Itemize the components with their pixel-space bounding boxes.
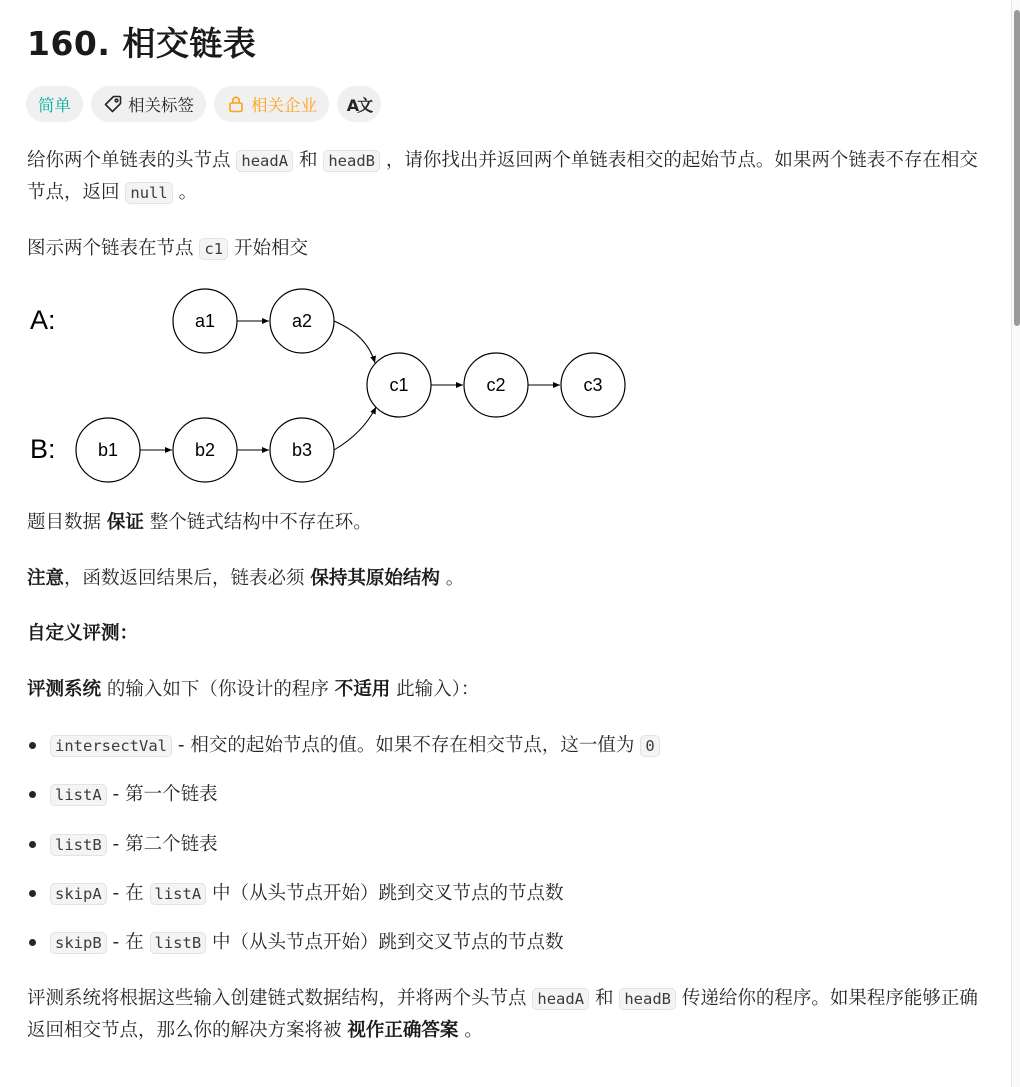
code-null: null bbox=[125, 182, 172, 204]
edge-b3-c1 bbox=[334, 407, 376, 450]
edge-a2-c1 bbox=[334, 321, 375, 363]
list-item: listB - 第二个链表 bbox=[27, 827, 660, 876]
translate-button[interactable] bbox=[337, 86, 381, 122]
judge-input-list bbox=[27, 728, 660, 974]
code-headA: headA bbox=[236, 150, 293, 172]
related-companies-button[interactable] bbox=[214, 86, 329, 122]
difficulty-tag[interactable] bbox=[26, 86, 83, 122]
node-a2-label: a2 bbox=[291, 311, 313, 331]
linked-list-intersection-diagram bbox=[25, 285, 635, 485]
list-b-label: B: bbox=[30, 434, 56, 464]
judge-input-paragraph: 评测系统 的输入如下（你设计的程序 不适用 此输入）： bbox=[27, 679, 480, 700]
node-c3-label: c3 bbox=[583, 375, 603, 395]
vertical-scrollbar[interactable] bbox=[1011, 0, 1020, 1087]
node-b2-label: b2 bbox=[194, 440, 216, 460]
list-item: intersectVal - 相交的起始节点的值。如果不存在相交节点，这一值为 0 bbox=[27, 728, 660, 777]
problem-title: 160. 相交链表 bbox=[27, 24, 257, 63]
node-a1-label: a1 bbox=[194, 311, 216, 331]
lock-icon bbox=[226, 94, 246, 114]
translate-icon: A文 bbox=[346, 95, 372, 115]
custom-judge-heading: 自定义评测： bbox=[27, 623, 139, 644]
related-topics-button[interactable] bbox=[91, 86, 206, 122]
node-c2-label: c2 bbox=[486, 375, 506, 395]
list-item: listA - 第一个链表 bbox=[27, 777, 660, 826]
tag-icon bbox=[103, 94, 123, 114]
list-item: skipB - 在 listB 中（从头节点开始）跳到交叉节点的节点数 bbox=[27, 925, 660, 974]
node-b1-label: b1 bbox=[97, 440, 119, 460]
related-companies-label: 相关企业 bbox=[251, 96, 317, 115]
node-c1-label: c1 bbox=[389, 375, 409, 395]
final-paragraph: 评测系统将根据这些输入创建链式数据结构，并将两个头节点 headA 和 headB 传递给你的程序。如果程序能够正确返回相交节点，那么你的解决方案将被 视作正确答案 。 bbox=[27, 988, 978, 1041]
related-topics-label: 相关标签 bbox=[128, 96, 194, 115]
code-headB: headB bbox=[323, 150, 380, 172]
problem-statement: 给你两个单链表的头节点 headA 和 headB ，请你找出并返回两个单链表相交的起始节点。如果两个链表不存在相交节点，返回 null 。 bbox=[27, 150, 978, 203]
figure-caption: 图示两个链表在节点 c1 开始相交 bbox=[27, 238, 308, 259]
tag-row bbox=[26, 86, 381, 122]
list-item: skipA - 在 listA 中（从头节点开始）跳到交叉节点的节点数 bbox=[27, 876, 660, 925]
list-a-label: A: bbox=[30, 305, 56, 335]
difficulty-label: 简单 bbox=[38, 96, 71, 115]
node-b3-label: b3 bbox=[291, 440, 313, 460]
scrollbar-thumb[interactable] bbox=[1014, 10, 1020, 326]
note-paragraph: 注意，函数返回结果后，链表必须 保持其原始结构 。 bbox=[27, 568, 465, 589]
guarantee-paragraph: 题目数据 保证 整个链式结构中不存在环。 bbox=[27, 512, 372, 533]
code-c1: c1 bbox=[199, 238, 228, 260]
